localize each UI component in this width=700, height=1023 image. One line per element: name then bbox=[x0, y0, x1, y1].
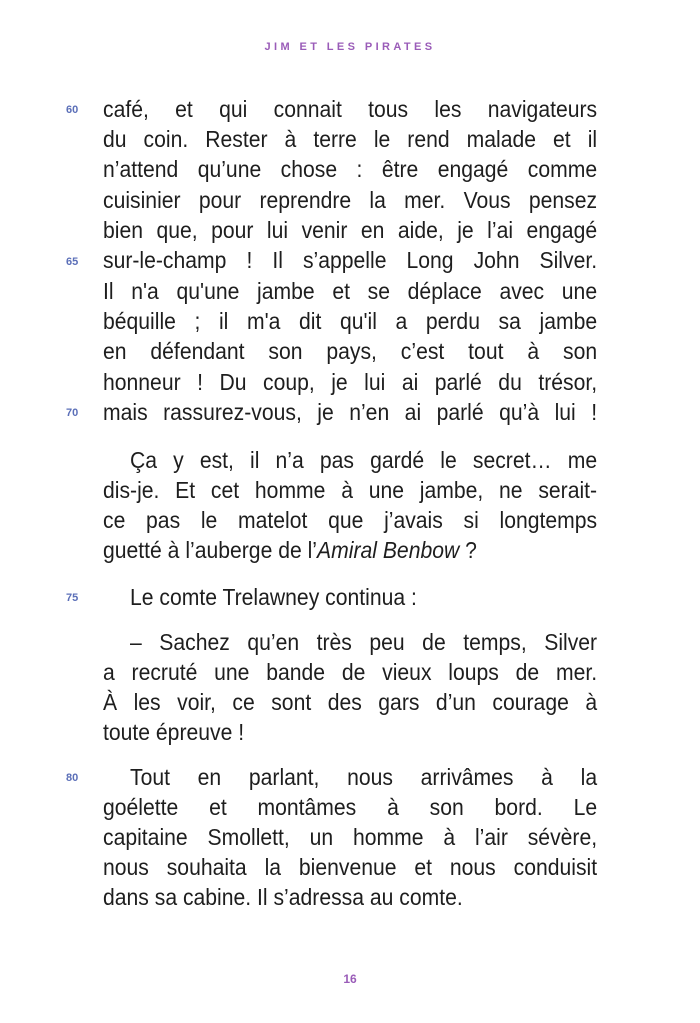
text-line: goélette et montâmes à son bord. Le bbox=[103, 794, 598, 820]
line-number: 70 bbox=[66, 407, 79, 419]
text-line: honneur ! Du coup, je lui ai parlé du trésor, bbox=[103, 369, 598, 395]
text-line: capitaine Smollett, un homme à l’air sévère, bbox=[103, 824, 598, 850]
text-line: – Sachez qu’en très peu de temps, Silver bbox=[130, 629, 598, 655]
text-line: Il n'a qu'une jambe et se déplace avec une bbox=[103, 278, 598, 304]
text-line: Le comte Trelawney continua : bbox=[130, 584, 417, 610]
line-number: 60 bbox=[66, 104, 79, 116]
text-line: Ça y est, il n’a pas gardé le secret… me bbox=[130, 447, 598, 473]
line-number: 65 bbox=[66, 256, 79, 268]
text-line: bien que, pour lui venir en aide, je l’ai engagé bbox=[103, 217, 598, 243]
text-line: café, et qui connait tous les navigateurs bbox=[103, 96, 598, 122]
italic-title: Amiral Benbow bbox=[317, 537, 460, 563]
text-line: toute épreuve ! bbox=[103, 719, 245, 745]
line-number: 80 bbox=[66, 772, 79, 784]
page-number: 16 bbox=[343, 972, 357, 986]
text-line: n’attend qu’une chose : être engagé comme bbox=[103, 156, 598, 182]
text-line: nous souhaita la bienvenue et nous conduisit bbox=[103, 854, 598, 880]
text-line bbox=[103, 536, 597, 564]
text-line: a recruté une bande de vieux loups de mer. bbox=[103, 659, 598, 685]
text-line: en défendant son pays, c’est tout à son bbox=[103, 338, 598, 364]
text-line: cuisinier pour reprendre la mer. Vous pensez bbox=[103, 187, 598, 213]
text-line: dis-je. Et cet homme à une jambe, ne serait- bbox=[103, 477, 598, 503]
text-line: ce pas le matelot que j’avais si longtemps bbox=[103, 507, 598, 533]
text-line: du coin. Rester à terre le rend malade et il bbox=[103, 126, 598, 152]
text-line: dans sa cabine. Il s’adressa au comte. bbox=[103, 884, 463, 910]
line-number: 75 bbox=[66, 592, 79, 604]
text-line: béquille ; il m'a dit qu'il a perdu sa jambe bbox=[103, 308, 598, 334]
text-line: À les voir, ce sont des gars d’un courage à bbox=[103, 689, 598, 715]
text-line: mais rassurez-vous, je n’en ai parlé qu’à lui ! bbox=[103, 399, 598, 425]
text-segment: ? bbox=[459, 537, 477, 563]
text-segment: guetté à l’auberge de l’ bbox=[103, 537, 318, 563]
running-header: JIM ET LES PIRATES bbox=[264, 41, 436, 53]
text-line: sur-le-champ ! Il s’appelle Long John Silver. bbox=[103, 247, 598, 273]
text-line: Tout en parlant, nous arrivâmes à la bbox=[130, 764, 598, 790]
